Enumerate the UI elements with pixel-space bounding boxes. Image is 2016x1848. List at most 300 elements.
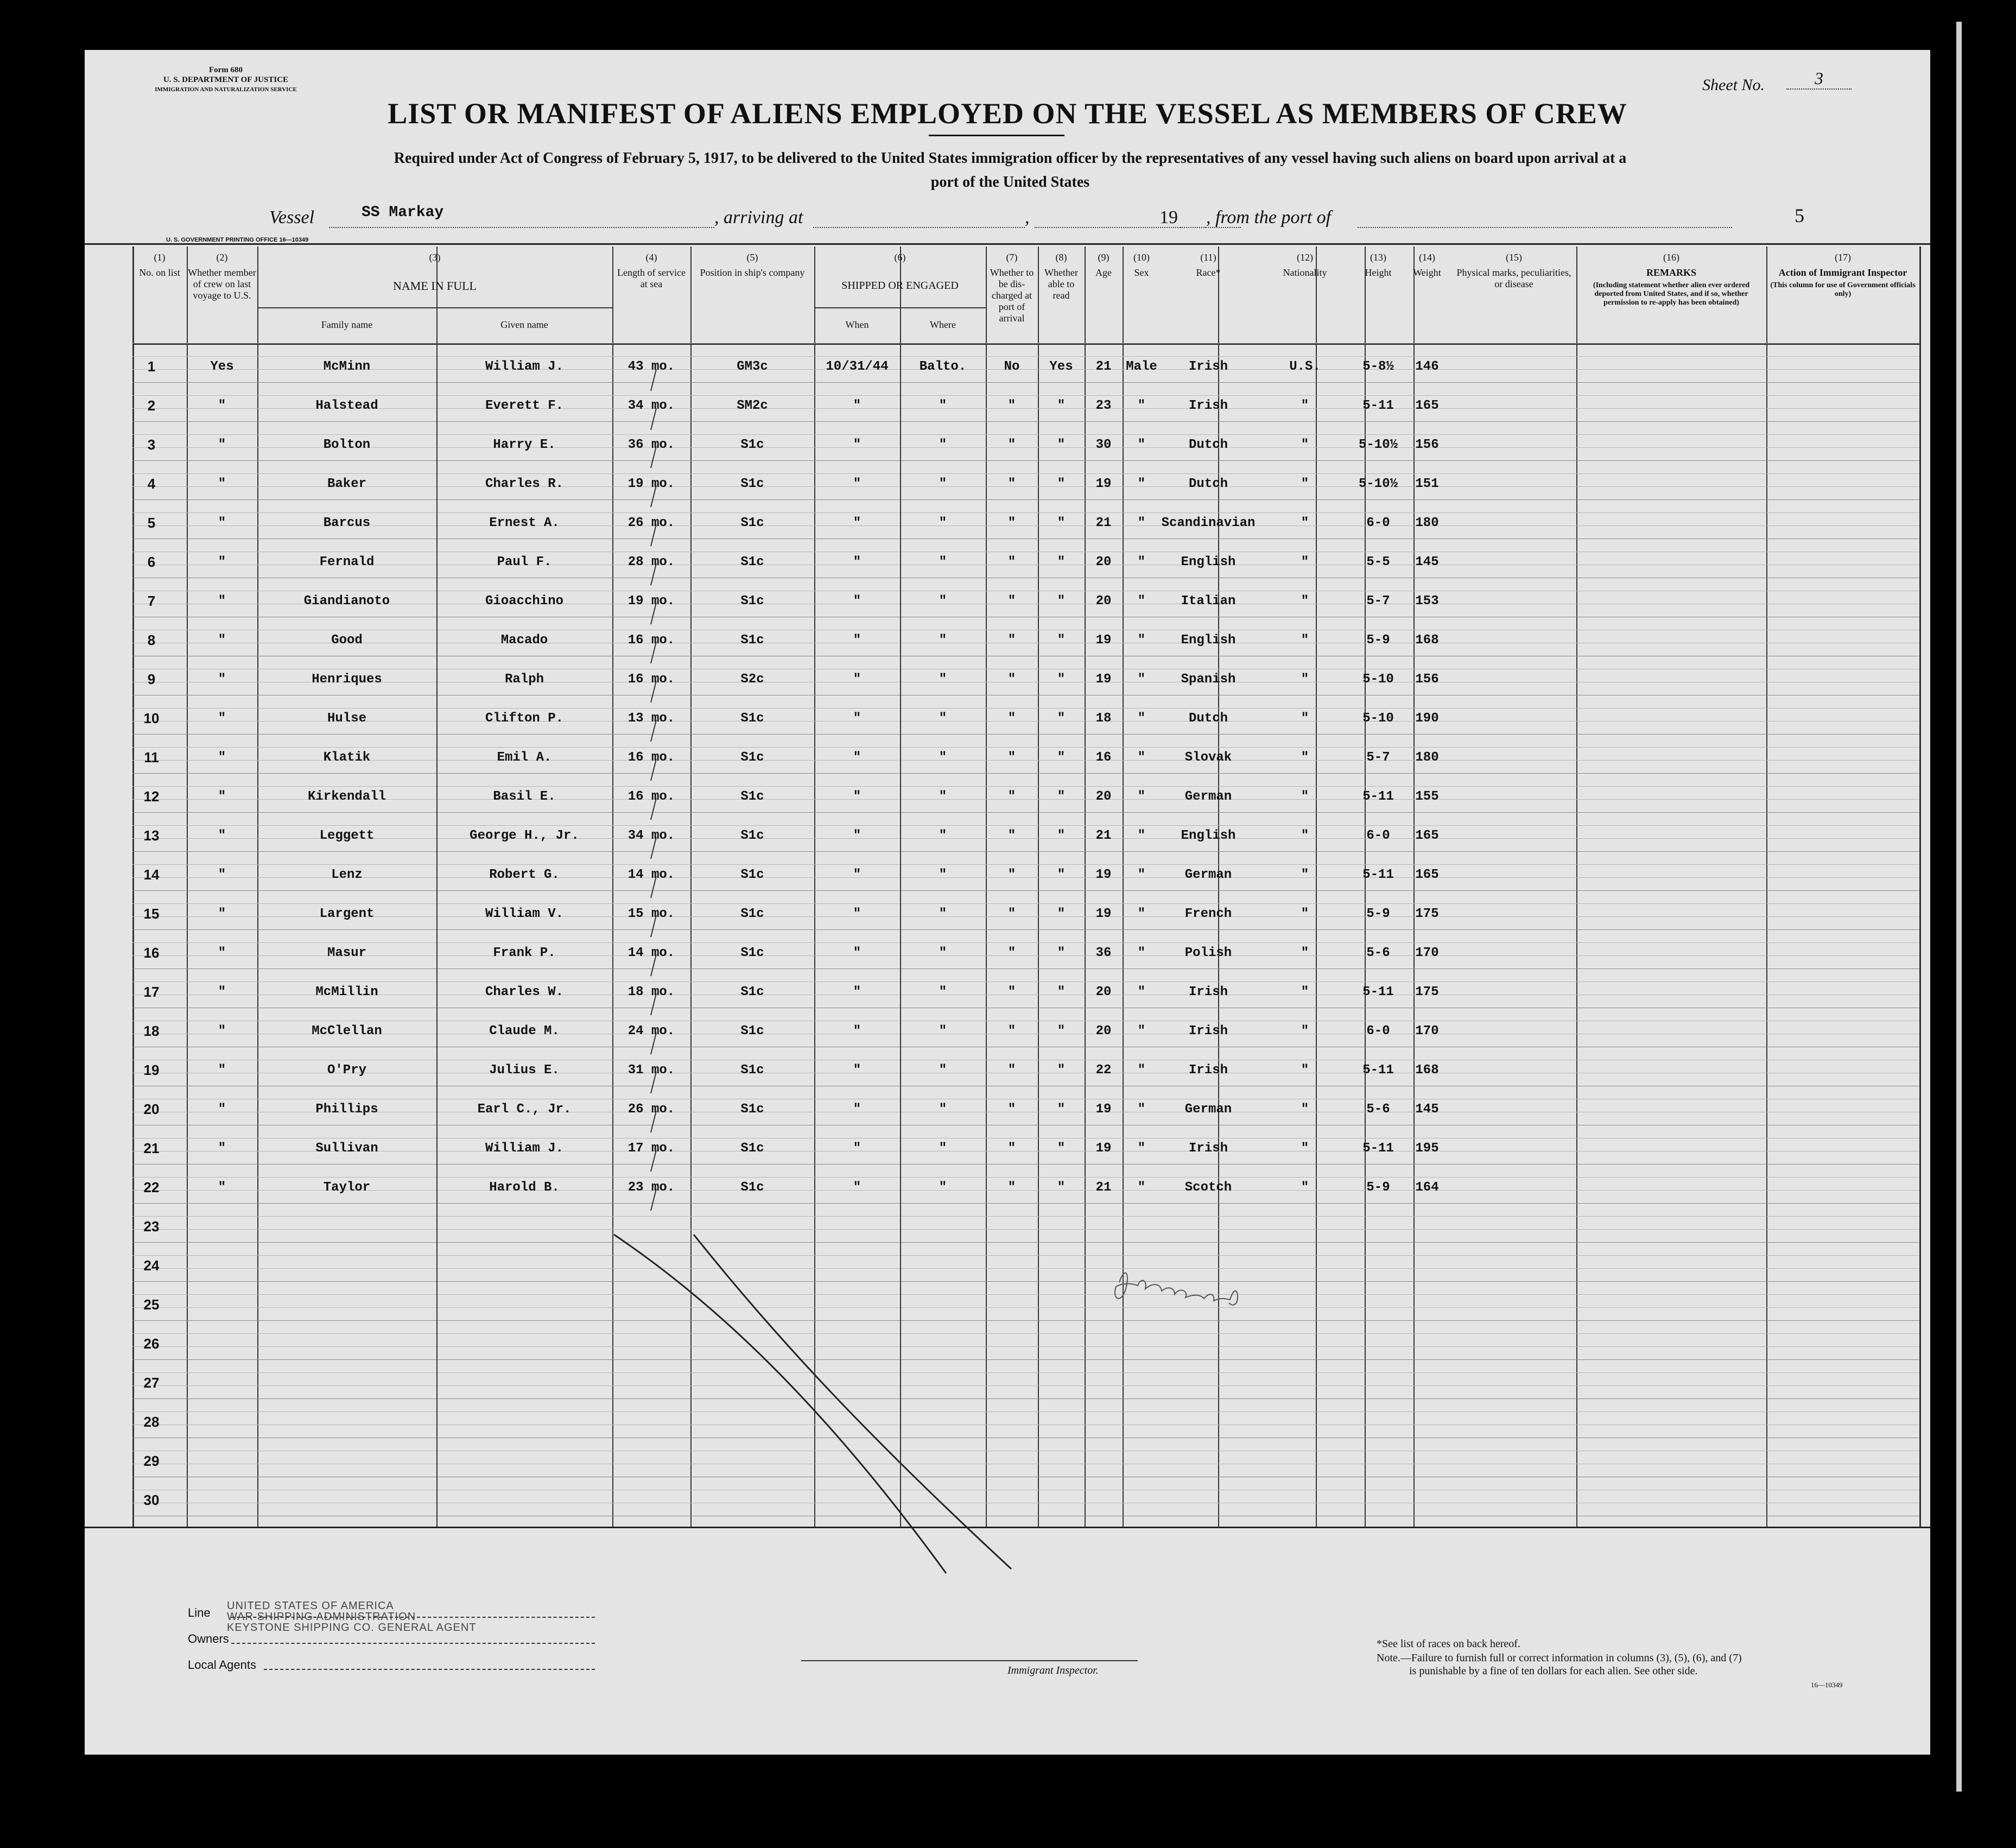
cell-age: 19	[1095, 633, 1112, 648]
cell-position: S1c	[740, 1141, 764, 1156]
cell-family: Henriques	[312, 672, 382, 687]
column-number: (16)	[1663, 252, 1679, 263]
cell-nationality: "	[1301, 789, 1309, 804]
cell-weight: 153	[1415, 594, 1439, 609]
cell-sex: "	[1137, 907, 1146, 921]
column-header: Physical marks, peculiarities, or disease	[1456, 267, 1571, 289]
cell-where: "	[939, 828, 947, 843]
cell-race: English	[1181, 828, 1236, 843]
row-number: 23	[143, 1218, 160, 1235]
column-header: Nationality	[1283, 267, 1327, 278]
cell-given: Basil E.	[493, 789, 556, 804]
cell-given: Emil A.	[497, 750, 552, 765]
cell-discharged: "	[1007, 907, 1016, 921]
cell-prior: "	[218, 907, 226, 921]
column-number: (4)	[645, 252, 657, 263]
from-port-label: , from the port of	[1206, 207, 1332, 227]
cell-when: "	[853, 946, 861, 960]
row-number: 9	[147, 671, 156, 687]
cell-age: 18	[1095, 711, 1112, 726]
cell-service: 16 mo.	[627, 789, 675, 804]
cell-given: Robert G.	[489, 868, 560, 882]
cell-race: English	[1181, 633, 1236, 648]
cell-where: "	[939, 1102, 947, 1117]
cell-age: 20	[1095, 985, 1112, 999]
cell-given: Everett F.	[485, 398, 564, 413]
print-code: 16—10349	[1811, 1681, 1843, 1689]
cell-discharged: "	[1007, 711, 1016, 726]
row-number: 18	[143, 1023, 160, 1039]
cell-race: German	[1184, 868, 1232, 882]
cell-where: "	[939, 477, 947, 491]
cell-read: "	[1057, 946, 1066, 960]
column-number: (2)	[216, 252, 228, 263]
cell-family: Masur	[327, 946, 366, 960]
row-number: 5	[147, 515, 156, 531]
cell-height: 5-10	[1362, 672, 1394, 687]
cell-height: 5-10	[1362, 711, 1394, 726]
comma-sep: ,	[1025, 207, 1030, 227]
cell-nationality: "	[1301, 1063, 1309, 1078]
column-header: Weight	[1413, 267, 1441, 278]
cell-height: 5-11	[1362, 868, 1394, 882]
cell-prior: "	[218, 1024, 226, 1039]
vessel-name: SS Markay	[362, 204, 444, 221]
subheader-right: Given name	[500, 319, 548, 330]
cell-where: "	[939, 1063, 947, 1078]
cell-family: Hulse	[327, 711, 366, 726]
cell-weight: 151	[1415, 477, 1439, 491]
cell-when: "	[853, 398, 861, 413]
cell-read: "	[1057, 985, 1066, 999]
cell-service: 31 mo.	[627, 1063, 675, 1078]
cell-position: S1c	[740, 1024, 764, 1039]
cell-nationality: "	[1301, 633, 1309, 648]
column-header: Whether member of crew on last voyage to U.S.	[188, 267, 256, 301]
cell-nationality: "	[1301, 1102, 1309, 1117]
cell-race: Irish	[1188, 359, 1228, 374]
cell-nationality: "	[1301, 750, 1309, 765]
cell-height: 6-0	[1366, 828, 1390, 843]
cell-position: GM3c	[737, 359, 768, 374]
row-number: 10	[143, 710, 160, 726]
subtitle-line1: Required under Act of Congress of February 5, 1917, to be delivered to the United States immigration officer by the representatives of any vessel having such aliens on board upon arrival at a	[394, 150, 1627, 167]
service: IMMIGRATION AND NATURALIZATION SERVICE	[155, 86, 297, 93]
cell-when: "	[853, 1024, 861, 1039]
cell-weight: 155	[1415, 789, 1439, 804]
row-number: 16	[143, 945, 160, 961]
row-number: 11	[144, 749, 159, 765]
cell-when: "	[853, 555, 861, 569]
column-number: (8)	[1055, 252, 1067, 263]
cell-service: 34 mo.	[627, 398, 675, 413]
cell-prior: "	[218, 750, 226, 765]
cell-race: Dutch	[1188, 438, 1228, 452]
cell-prior: "	[218, 516, 226, 530]
cell-race: Scotch	[1184, 1180, 1232, 1195]
cell-service: 28 mo.	[627, 555, 675, 569]
cell-where: "	[939, 1024, 947, 1039]
cell-prior: "	[218, 789, 226, 804]
cell-family: Taylor	[323, 1180, 371, 1195]
column-header: Whether able to read	[1044, 267, 1078, 301]
cell-when: "	[853, 711, 861, 726]
row-number: 3	[147, 436, 156, 453]
column-number: (3)	[429, 252, 441, 263]
cell-family: Lenz	[331, 868, 363, 882]
cell-prior: "	[218, 828, 226, 843]
cell-service: 26 mo.	[627, 516, 675, 530]
column-number: (17)	[1835, 252, 1851, 263]
cell-sex: "	[1137, 555, 1146, 569]
cell-nationality: "	[1301, 672, 1309, 687]
cell-nationality: "	[1301, 711, 1309, 726]
cell-age: 21	[1095, 359, 1112, 374]
cell-race: German	[1184, 1102, 1232, 1117]
cell-weight: 165	[1415, 398, 1439, 413]
cell-height: 5-10½	[1358, 438, 1398, 452]
cell-position: S1c	[740, 750, 764, 765]
cell-prior: "	[218, 555, 226, 569]
row-number: 6	[147, 554, 156, 570]
cell-given: George H., Jr.	[470, 828, 579, 843]
cell-discharged: "	[1007, 946, 1016, 960]
cell-race: Spanish	[1181, 672, 1236, 687]
row-number: 7	[147, 593, 156, 609]
subheader-left: Family name	[321, 319, 373, 330]
stamp-line1: UNITED STATES OF AMERICA	[227, 1600, 394, 1612]
cell-when: "	[853, 828, 861, 843]
cell-position: S1c	[740, 477, 764, 491]
cell-family: Phillips	[315, 1102, 378, 1117]
cell-race: Scandinavian	[1161, 516, 1256, 530]
cell-when: "	[853, 516, 861, 530]
cell-where: "	[939, 711, 947, 726]
cell-when: "	[853, 750, 861, 765]
fine-note-line2: is punishable by a fine of ten dollars for each alien. See other side.	[1409, 1665, 1698, 1677]
cell-race: Dutch	[1188, 477, 1228, 491]
cell-age: 19	[1095, 868, 1112, 882]
cell-age: 21	[1095, 516, 1112, 530]
arriving-label: , arriving at	[714, 207, 803, 227]
cell-height: 6-0	[1366, 516, 1390, 530]
row-number: 12	[143, 788, 160, 805]
cell-where: "	[939, 398, 947, 413]
cell-height: 5-7	[1366, 594, 1390, 609]
cell-sex: "	[1137, 516, 1146, 530]
cell-read: "	[1057, 1180, 1066, 1195]
cell-nationality: U.S.	[1289, 359, 1321, 374]
owners-label: Owners	[188, 1632, 229, 1646]
cell-discharged: "	[1007, 516, 1016, 530]
cell-service: 16 mo.	[627, 672, 675, 687]
cell-nationality: "	[1301, 946, 1309, 960]
cell-read: "	[1057, 1024, 1066, 1039]
cell-where: "	[939, 946, 947, 960]
column-number: (11)	[1200, 252, 1216, 263]
cell-height: 5-11	[1362, 985, 1394, 999]
row-number: 25	[143, 1296, 160, 1313]
cell-where: "	[939, 750, 947, 765]
cell-position: SM2c	[737, 398, 768, 413]
cell-nationality: "	[1301, 985, 1309, 999]
cell-prior: "	[218, 711, 226, 726]
cell-read: "	[1057, 633, 1066, 648]
cell-discharged: No	[1004, 359, 1020, 374]
cell-discharged: "	[1007, 1180, 1016, 1195]
cell-weight: 175	[1415, 985, 1439, 999]
cell-given: Charles W.	[485, 985, 564, 999]
cell-sex: "	[1137, 1180, 1146, 1195]
service-checkmarks	[651, 369, 656, 1211]
cell-height: 5-11	[1362, 1063, 1394, 1078]
cell-where: "	[939, 789, 947, 804]
cell-family: Largent	[319, 907, 375, 921]
cell-prior: "	[218, 477, 226, 491]
agent-stamp	[227, 1600, 477, 1633]
cell-service: 17 mo.	[627, 1141, 675, 1156]
cell-given: Macado	[500, 633, 548, 648]
row-number: 13	[143, 827, 160, 844]
cell-read: "	[1057, 711, 1066, 726]
cell-given: Harold B.	[489, 1180, 560, 1195]
cell-weight: 156	[1415, 438, 1439, 452]
cell-service: 19 mo.	[627, 594, 675, 609]
cell-family: Leggett	[319, 828, 375, 843]
cell-height: 6-0	[1366, 1024, 1390, 1039]
cell-height: 5-11	[1362, 789, 1394, 804]
cell-service: 15 mo.	[627, 907, 675, 921]
cell-height: 5-7	[1366, 750, 1390, 765]
cell-sex: "	[1137, 477, 1146, 491]
column-header: NAME IN FULL	[393, 279, 477, 293]
cell-service: 36 mo.	[627, 438, 675, 452]
cell-discharged: "	[1007, 477, 1016, 491]
cell-age: 19	[1095, 1102, 1112, 1117]
column-header: REMARKS	[1646, 267, 1696, 278]
cell-race: Irish	[1188, 1024, 1228, 1039]
cell-discharged: "	[1007, 868, 1016, 882]
row-number: 17	[143, 984, 160, 1000]
cell-weight: 165	[1415, 868, 1439, 882]
cell-discharged: "	[1007, 555, 1016, 569]
cell-age: 20	[1095, 594, 1112, 609]
column-header: Age	[1095, 267, 1112, 278]
cell-discharged: "	[1007, 672, 1016, 687]
cell-family: Bolton	[323, 438, 371, 452]
cell-sex: "	[1137, 868, 1146, 882]
cell-family: McClellan	[312, 1024, 382, 1039]
cell-nationality: "	[1301, 1141, 1309, 1156]
cell-sex: "	[1137, 438, 1146, 452]
cell-read: "	[1057, 868, 1066, 882]
cell-position: S1c	[740, 555, 764, 569]
cell-age: 19	[1095, 907, 1112, 921]
cell-weight: 145	[1415, 555, 1439, 569]
cell-nationality: "	[1301, 438, 1309, 452]
column-header: Height	[1365, 267, 1392, 278]
cell-service: 14 mo.	[627, 946, 675, 960]
cell-weight: 168	[1415, 633, 1439, 648]
cell-where: "	[939, 633, 947, 648]
cell-where: "	[939, 1180, 947, 1195]
cell-nationality: "	[1301, 1180, 1309, 1195]
cell-age: 22	[1095, 1063, 1112, 1078]
cell-where: "	[939, 594, 947, 609]
cell-given: William V.	[485, 907, 564, 921]
column-number: (1)	[154, 252, 166, 263]
cell-age: 19	[1095, 672, 1112, 687]
column-number: (12)	[1297, 252, 1313, 263]
cell-age: 19	[1095, 1141, 1112, 1156]
cell-prior: "	[218, 1180, 226, 1195]
column-header: Whether to be dis-charged at port of arrival	[990, 267, 1034, 324]
cell-prior: "	[218, 398, 226, 413]
sheet-no-label: Sheet No.	[1702, 76, 1765, 94]
cell-position: S1c	[740, 828, 764, 843]
cell-weight: 175	[1415, 907, 1439, 921]
cell-service: 16 mo.	[627, 633, 675, 648]
cell-race: English	[1181, 555, 1236, 569]
cell-height: 5-9	[1366, 633, 1390, 648]
cell-where: "	[939, 868, 947, 882]
cell-given: Clifton P.	[485, 711, 564, 726]
stamp-line3: KEYSTONE SHIPPING CO. GENERAL AGENT	[227, 1622, 477, 1634]
cell-sex: Male	[1126, 359, 1157, 374]
row-number: 27	[143, 1375, 160, 1391]
sheet-no-value: 3	[1786, 68, 1852, 90]
line-label: Line	[188, 1606, 211, 1619]
cell-weight: 164	[1415, 1180, 1439, 1195]
handwriting-overlay	[85, 50, 1930, 1755]
cell-when: "	[853, 868, 861, 882]
cancel-stroke-left	[614, 1235, 946, 1573]
cell-discharged: "	[1007, 398, 1016, 413]
cell-race: Irish	[1188, 1141, 1228, 1156]
cell-nationality: "	[1301, 594, 1309, 609]
cell-when: "	[853, 985, 861, 999]
column-number: (10)	[1133, 252, 1150, 263]
cell-service: 19 mo.	[627, 477, 675, 491]
cell-read: "	[1057, 398, 1066, 413]
local-agents-field	[264, 1668, 595, 1670]
year-prefix: 19	[1159, 207, 1178, 227]
cell-race: Irish	[1188, 1063, 1228, 1078]
cell-discharged: "	[1007, 633, 1016, 648]
cell-family: Halstead	[315, 398, 378, 413]
cell-given: Gioacchino	[485, 594, 564, 609]
column-header: Position in ship's company	[700, 267, 805, 278]
inspector-signature-line	[801, 1660, 1138, 1661]
column-number: (7)	[1006, 252, 1018, 263]
cell-read: "	[1057, 672, 1066, 687]
cell-where: "	[939, 672, 947, 687]
cell-prior: Yes	[210, 359, 234, 374]
cell-family: Good	[331, 633, 363, 648]
cell-when: "	[853, 477, 861, 491]
cell-prior: "	[218, 868, 226, 882]
cell-weight: 170	[1415, 946, 1439, 960]
stamp-line2: WAR SHIPPING ADMINISTRATION	[227, 1611, 416, 1623]
cell-when: "	[853, 1180, 861, 1195]
cell-race: Dutch	[1188, 711, 1228, 726]
fine-note-line1: Note.—Failure to furnish full or correct information in columns (3), (5), (6), and (7)	[1377, 1652, 1742, 1664]
cell-position: S1c	[740, 946, 764, 960]
cell-weight: 170	[1415, 1024, 1439, 1039]
cell-weight: 168	[1415, 1063, 1439, 1078]
cell-race: German	[1184, 789, 1232, 804]
cell-age: 16	[1095, 750, 1112, 765]
cell-given: Charles R.	[485, 477, 564, 491]
cell-prior: "	[218, 594, 226, 609]
cell-where: "	[939, 438, 947, 452]
cell-sex: "	[1137, 398, 1146, 413]
column-header: Length of service at sea	[617, 267, 686, 289]
column-header: Action of Immigrant Inspector	[1778, 267, 1907, 278]
cell-discharged: "	[1007, 828, 1016, 843]
row-number: 20	[143, 1101, 160, 1117]
cell-sex: "	[1137, 1024, 1146, 1039]
cell-discharged: "	[1007, 1063, 1016, 1078]
cell-where: "	[939, 1141, 947, 1156]
cell-prior: "	[218, 1141, 226, 1156]
cell-prior: "	[218, 985, 226, 999]
column-header: Race*	[1196, 267, 1221, 278]
cell-sex: "	[1137, 750, 1146, 765]
cell-race: Italian	[1181, 594, 1236, 609]
cell-sex: "	[1137, 633, 1146, 648]
cell-when: "	[853, 1141, 861, 1156]
cell-family: Sullivan	[315, 1141, 378, 1156]
cell-weight: 180	[1415, 750, 1439, 765]
cell-service: 34 mo.	[627, 828, 675, 843]
cell-family: McMinn	[323, 359, 371, 374]
subheader-right: Where	[930, 319, 956, 330]
row-number: 14	[143, 866, 160, 883]
cell-service: 23 mo.	[627, 1180, 675, 1195]
cell-given: William J.	[485, 359, 564, 374]
row-number: 8	[147, 632, 156, 648]
row-number: 30	[143, 1492, 160, 1508]
cell-height: 5-6	[1366, 1102, 1390, 1117]
cell-read: "	[1057, 1102, 1066, 1117]
cell-age: 20	[1095, 555, 1112, 569]
manifest-sheet	[85, 50, 1930, 1755]
cell-service: 26 mo.	[627, 1102, 675, 1117]
row-number: 1	[147, 358, 156, 375]
cell-when: "	[853, 907, 861, 921]
cell-weight: 190	[1415, 711, 1439, 726]
cell-when: "	[853, 1102, 861, 1117]
column-number: (5)	[746, 252, 758, 263]
row-number: 22	[143, 1179, 160, 1195]
row-number: 28	[143, 1414, 160, 1430]
cell-race: Slovak	[1184, 750, 1232, 765]
cell-age: 20	[1095, 789, 1112, 804]
column-subnote: (Including statement whether alien ever ordered deported from United States, and if so, whether permission to re-apply has been obtained)	[1593, 281, 1750, 307]
page-title: LIST OR MANIFEST OF ALIENS EMPLOYED ON THE VESSEL AS MEMBERS OF CREW	[388, 97, 1627, 130]
cell-discharged: "	[1007, 594, 1016, 609]
cell-read: "	[1057, 828, 1066, 843]
cell-weight: 146	[1415, 359, 1439, 374]
cell-when: 10/31/44	[826, 359, 889, 374]
cell-read: "	[1057, 750, 1066, 765]
cell-sex: "	[1137, 828, 1146, 843]
department: U. S. DEPARTMENT OF JUSTICE	[163, 75, 289, 84]
cell-family: Klatik	[323, 750, 371, 765]
cell-given: Harry E.	[493, 438, 556, 452]
cell-nationality: "	[1301, 868, 1309, 882]
